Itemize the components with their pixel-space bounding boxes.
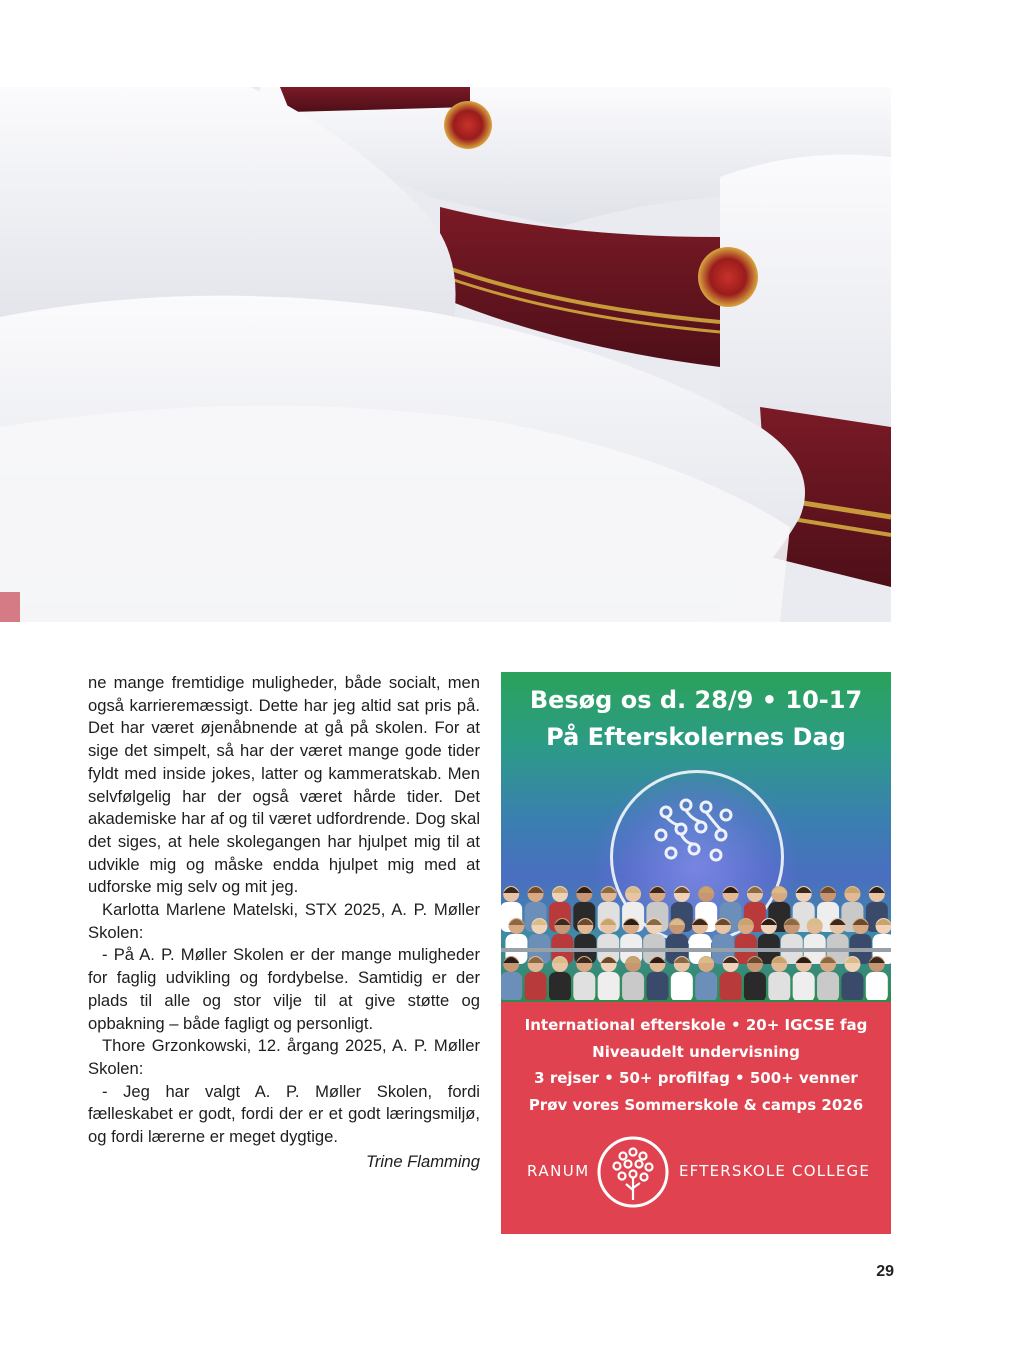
logo-text-right: EFTERSKOLE COLLEGE [679, 1162, 871, 1180]
school-logo [501, 1134, 891, 1210]
crowd-person-hair [649, 887, 665, 893]
crowd-person-body [671, 972, 693, 1000]
crowd-person-hair [552, 887, 568, 893]
crowd-person-body [573, 972, 595, 1000]
crowd-person-hair [503, 887, 519, 893]
crowd-person-body [768, 972, 790, 1000]
crowd-person-body [646, 972, 668, 1000]
logo-text-left: RANUM [527, 1162, 590, 1180]
ad-info-line: Prøv vores Sommerskole & camps 2026 [528, 1095, 864, 1114]
crowd-person-hair [771, 887, 787, 893]
crowd-person-hair [747, 887, 763, 893]
crowd-person-hair [820, 887, 836, 893]
student-caps-photo [0, 87, 891, 622]
crowd-person-hair [576, 887, 592, 893]
article-paragraph: - Jeg har valgt A. P. Møller Skolen, fordi fælleskabet er godt, fordi der er et godt læringsmiljø, og fordi lærerne er meget dygtige. [88, 1081, 480, 1147]
ad-headline-date: Besøg os d. 28/9 • 10-17 [529, 686, 863, 714]
ad-info-block [501, 1012, 891, 1118]
crowd-person-hair [869, 887, 885, 893]
article-paragraph: Thore Grzonkowski, 12. årgang 2025, A. P. Møller Skolen: [88, 1036, 480, 1078]
ad-info-line: Niveaudelt undervisning [592, 1042, 800, 1061]
crowd-person-body [525, 972, 547, 1000]
crowd-person-hair [796, 887, 812, 893]
crowd-person-body [866, 972, 888, 1000]
crowd-person-hair [625, 887, 641, 893]
tree-emblem-icon [595, 1134, 671, 1210]
crowd-person-body [841, 972, 863, 1000]
crowd-person-body [817, 972, 839, 1000]
crowd-person-body [720, 972, 742, 1000]
crowd-railing [501, 948, 891, 952]
school-advertisement [501, 672, 891, 1234]
crowd-person-hair [528, 887, 544, 893]
tree-pattern-icon [646, 797, 746, 867]
page-number: 29 [876, 1263, 894, 1280]
ad-photo-area [501, 672, 891, 1002]
crowd-person-hair [698, 887, 714, 893]
article-paragraph: - På A. P. Møller Skolen er der mange muligheder for faglig udvikling og fordybelse. Samtidig er der plads til alle og stor vilje til at give støtte og opbakning – både fagligt og personligt. [88, 945, 480, 1033]
crowd-person-hair [723, 887, 739, 893]
article-paragraph: Karlotta Marlene Matelski, STX 2025, A. P. Møller Skolen: [88, 900, 480, 942]
crowd-person-body [793, 972, 815, 1000]
crowd-person-body [501, 972, 522, 1000]
crowd-person-body [598, 972, 620, 1000]
author-signature: Trine Flamming [365, 1151, 480, 1171]
article-text [88, 672, 480, 1173]
crowd-person-body [695, 972, 717, 1000]
ad-info-line: International efterskole • 20+ IGCSE fag [524, 1016, 868, 1034]
students-crowd-image [501, 872, 891, 1000]
hero-photo [0, 87, 891, 622]
crowd-person-hair [674, 887, 690, 893]
crowd-person-body [622, 972, 644, 1000]
ad-info-line: 3 rejser • 50+ profilfag • 500+ venner [534, 1069, 858, 1087]
ad-headline-event: På Efterskolernes Dag [546, 723, 846, 751]
article-paragraph: ne mange fremtidige muligheder, både socialt, men også karrieremæssigt. Dette har jeg altid sat pris på. Det har været øjenåbnende at gå på skolen. For at sige det simpelt, så har der været mange gode tider fyldt med inside jokes, latter og kammeratskab. Men selvfølgelig har der også været hårde tider. Det akademiske har af og til været udfordrende. Dog skal det siges, at hele skolegangen har hjulpet mig til at udvikle mig og måske endda hjulpet mig med at udforske mig selv og mit jeg. [88, 673, 480, 897]
crowd-person-body [744, 972, 766, 1000]
crowd-person-hair [601, 887, 617, 893]
ad-crowd-photo [501, 872, 891, 1000]
crowd-person-hair [844, 887, 860, 893]
crowd-person-body [549, 972, 571, 1000]
